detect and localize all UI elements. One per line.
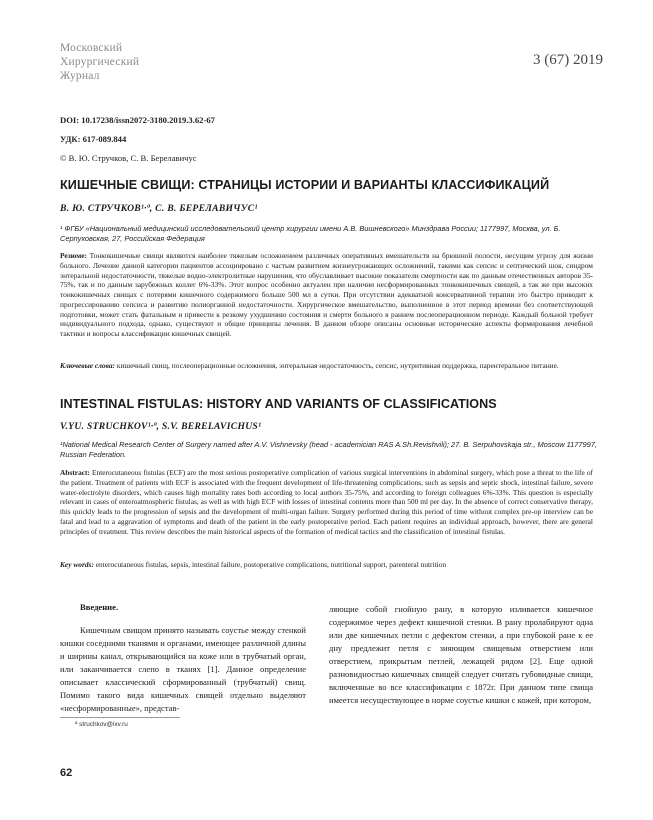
body-paragraph-right: ляющие собой гнойную рану, в которую изливается кишечное содержимое через дефект кишечной стенки. В рану пролабируют одна или две кишечных петли с дефектом стенки, а при глубокой ране к ее дну предлежит петля с зияющим свищевым отверстием или отверстием, прикрытым петлей, лежащей рядом [2]. Еще одной разновидностью кишечных свищей следует считать губовидные свищи, включенные во все классификации с 1872г. При данном типе свища имеется несуществующее в норме соустье кишки с кожей, при котором,	[329, 604, 593, 706]
footnote-divider	[60, 717, 180, 718]
section-heading-introduction: Введение.	[80, 602, 119, 612]
copyright: © В. Ю. Стручков, С. В. Берелавичус	[60, 153, 197, 163]
keywords-label-english: Key words:	[60, 560, 94, 569]
logo-line-3: Журнал	[60, 70, 100, 82]
doi: DOI: 10.17238/issn2072-3180.2019.3.62-67	[60, 115, 215, 125]
abstract-russian	[60, 251, 593, 339]
keywords-label-russian: Ключевые слова:	[60, 361, 115, 370]
abstract-label-english: Abstract:	[60, 468, 90, 477]
abstract-text-russian: Тонкокишечные свищи являются наиболее тяжелым осложнением различных оперативных вмешательств на брюшной полости, несущим угрозу для жизни больного. Лечение данной категории пациентов ассоциировано с частым развитием жизнеугрожающих осложнений, такими как сепсис и септический шок, синдром энтеральной недостаточности, тяжелые водно-электролитные нарушения, что обуславливает высокие показатели смертности как по данным отечественных авторов 35-75%, так и по данным зарубежных коллег 6%-33%. Этот вопрос особенно актуален при наличии несформированных тонкокишечных свищей, а так же при высоких тонкокишечных свищах с потерями кишечного содержимого больше 500 мл в сутки. При отсутствии адекватной консервативной терапии это быстро приводит к прогрессированию сепсиса и развитию полиорганной недостаточности. Хирургическое вмешательство, выполненное в этот период времени без соответствующей подготовки, может стать фатальным и привести к резкому ухудшению состояния и смерти больного в раннем послеоперационном периоде. Каждый больной требует индивидуального подхода, однако, существуют и общие принципы лечения. В данном обзоре описаны основные исторические аспекты формирования лечебной тактики и вопросы классификации кишечных свищей.	[60, 251, 593, 338]
affiliation-russian: ¹ ФГБУ «Национальный медицинский исследовательский центр хирургии имени А.В. Вишневского» Минздрава России; 1177997, Москва, ул. Б. Серпуховская, 27, Российская Федерация	[60, 224, 561, 244]
title-russian: КИШЕЧНЫЕ СВИЩИ: СТРАНИЦЫ ИСТОРИИ И ВАРИАНТЫ КЛАССИФИКАЦИЙ	[60, 178, 550, 192]
logo-line-1: Московский	[60, 42, 123, 54]
abstract-text-english: Enterocutaneous fistulas (ECF) are the most serious postoperative complication of various surgical interventions in abdominal surgery, which pose a threat to the life of the patient. Treatment of patients with ECF is associated with the frequent development of life-threatening complications, such as sepsis and septic shock, intestinal failure, severe water-electrolyte disorders, which causes high mortality rates both according to local authors 35-75%, and according to foreign colleagues 6%-33%. This question is especially relevant in cases of enteroatmospheric fistulas, as well as with high ECF with losses of intestinal contents more than 500 ml per day. In the absence of correct conservative therapy, this quickly leads to the progression of sepsis and the development of multi-organ failure. Surgery performed during this period of time without complex pre-op interview can be fatal and lead to a aggravation of symptoms and death of the patient in the early postoperative period. Each patient requires an individual approach, however, there are general principles of treatment. This review describes the main historical aspects of the formation of medical tactics and the classification of intestinal fistulas.	[60, 468, 593, 536]
affiliation-english: ¹National Medical Research Center of Surgery named after A.V. Vishnevsky (head - academician RAS A.Sh.Revishvili); 27. B. Serpuhovskaja str., Moscow 1177997, Russian Federation.	[60, 440, 597, 460]
issue-number: 3 (67) 2019	[533, 52, 603, 68]
udc: УДК: 617-089.844	[60, 134, 127, 144]
keywords-english	[60, 560, 593, 570]
abstract-label-russian: Резюме:	[60, 251, 87, 260]
body-right-column	[329, 603, 593, 707]
authors-english: V.YU. STRUCHKOV¹·ª, S.V. BERELAVICHUS¹	[60, 421, 262, 432]
keywords-russian	[60, 361, 593, 371]
body-left-column	[60, 624, 306, 715]
footnote-email: ª struchkov@ixv.ru	[75, 721, 128, 728]
abstract-english	[60, 468, 593, 536]
page-number: 62	[60, 767, 73, 779]
authors-russian: В. Ю. СТРУЧКОВ¹·ª, С. В. БЕРЕЛАВИЧУС¹	[60, 203, 258, 214]
journal-logo	[60, 42, 170, 86]
body-paragraph-left: Кишечным свищом принято называть соустье между стенкой кишки соседними тканями и органами, имеющее различной длины и ширины канал, открывающийся на коже или в трубчатый орган, или заканчивается слепо в тканях [1]. Данное определение описывает классический сформированный (трубчатый) свищ. Помимо такого вида кишечных свищей отдельно выделяют «несформированные», представ-	[60, 625, 306, 714]
keywords-text-english: enterocutaneous fistulas, sepsis, intestinal failure, postoperative complications, nutritional support, parenteral nutrition	[93, 560, 447, 569]
logo-line-2: Хирургический	[60, 56, 140, 68]
keywords-text-russian: кишечный свищ, послеоперационные осложнения, энтеральная недостаточность, сепсис, нутритивная поддержка, парентеральное питание.	[115, 361, 559, 370]
title-english: INTESTINAL FISTULAS: HISTORY AND VARIANTS OF CLASSIFICATIONS	[60, 397, 497, 411]
